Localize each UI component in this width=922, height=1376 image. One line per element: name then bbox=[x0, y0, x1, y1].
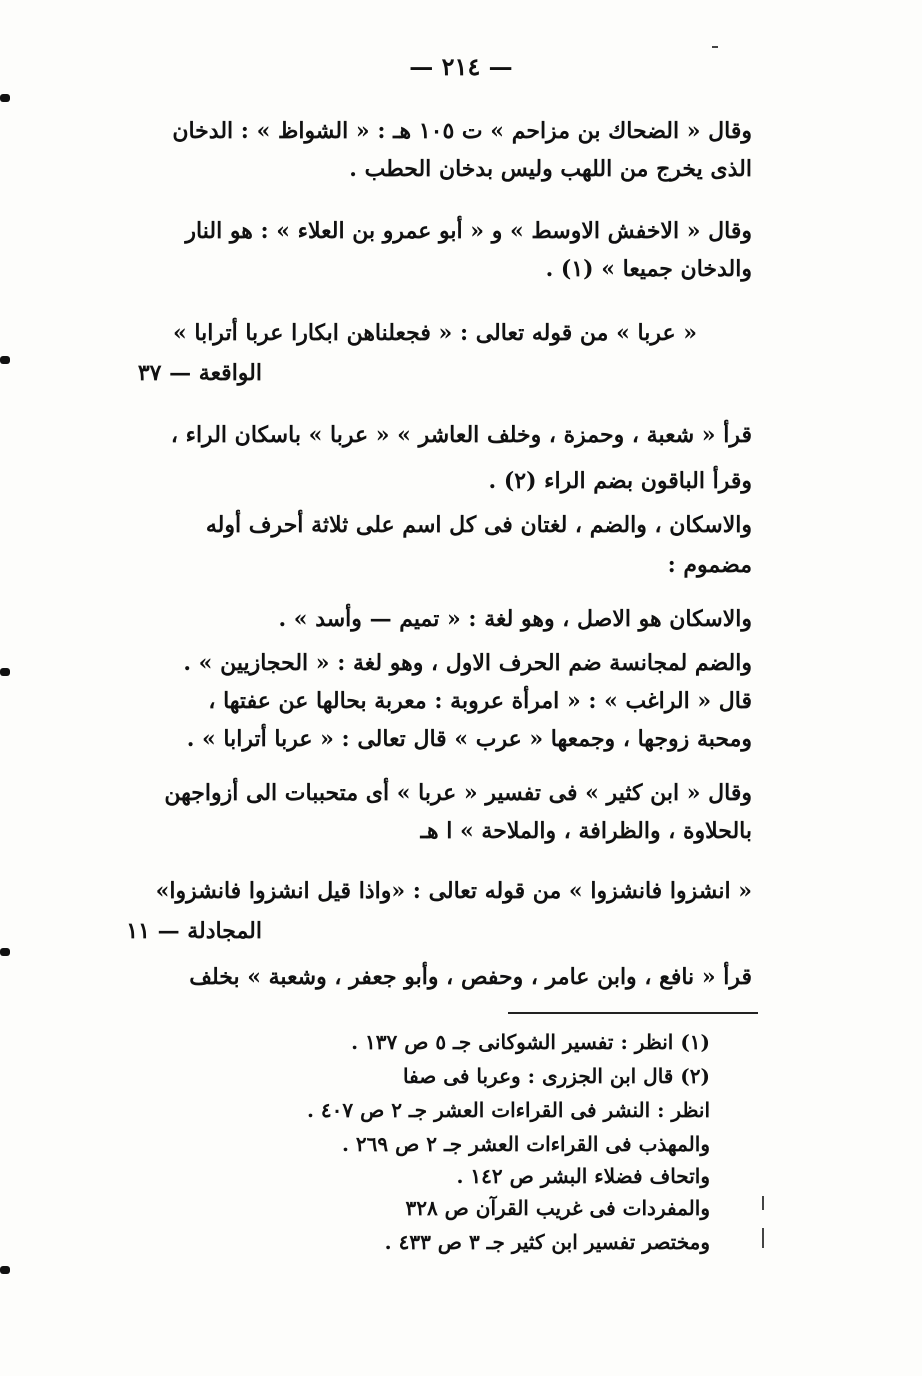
scan-mark bbox=[0, 356, 10, 364]
scan-mark bbox=[0, 948, 10, 956]
footnote: ومختصر تفسير ابن كثير جـ ٣ ص ٤٣٣ . bbox=[384, 1230, 710, 1254]
text-line: والضم لمجانسة ضم الحرف الاول ، وهو لغة : « الحجازيين » . bbox=[183, 650, 752, 676]
text-line: وقال « الضحاك بن مزاحم » ت ١٠٥ هـ : « الشواظ » : الدخان bbox=[172, 118, 752, 144]
footnote: (١) انظر : تفسير الشوكانى جـ ٥ ص ١٣٧ . bbox=[351, 1030, 710, 1054]
footnote-separator bbox=[508, 1012, 758, 1014]
footnote: انظر : النشر فى القراءات العشر جـ ٢ ص ٤٠٧ . bbox=[306, 1098, 710, 1122]
text-line: والاسكان ، والضم ، لغتان فى كل اسم على ثلاثة أحرف أوله bbox=[205, 512, 752, 538]
text-line: قرأ « نافع ، وابن عامر ، وحفص ، وأبو جعفر ، وشعبة » بخلف bbox=[189, 964, 752, 990]
text-line: ومحبة زوجها ، وجمعها « عرب » قال تعالى : « عربا أترابا » . bbox=[186, 726, 752, 752]
text-line: بالحلاوة ، والظرافة ، والملاحة » ا هـ bbox=[420, 818, 752, 844]
text-line: وقال « الاخفش الاوسط » و « أبو عمرو بن العلاء » : هو النار bbox=[185, 218, 752, 244]
scan-speck bbox=[762, 1228, 764, 1248]
footnote: واتحاف فضلاء البشر ص ١٤٢ . bbox=[456, 1164, 710, 1188]
verse-line: « عربا » من قوله تعالى : « فجعلناهن ابكارا عربا أترابا » bbox=[172, 320, 697, 346]
scan-mark bbox=[0, 94, 10, 102]
scan-speck bbox=[762, 1196, 764, 1210]
text-line: قرأ « شعبة ، وحمزة ، وخلف العاشر » « عربا » باسكان الراء ، bbox=[170, 422, 752, 448]
text-line: وقال « ابن كثير » فى تفسير « عربا » أى متحببات الى أزواجهن bbox=[164, 780, 752, 806]
scan-mark bbox=[0, 668, 10, 676]
text-line: الذى يخرج من اللهب وليس بدخان الحطب . bbox=[349, 156, 752, 182]
scan-mark bbox=[0, 1266, 10, 1274]
verse-line: « انشزوا فانشزوا » من قوله تعالى : «واذا قيل انشزوا فانشزوا» bbox=[155, 878, 752, 904]
footnote: والمهذب فى القراءات العشر جـ ٢ ص ٢٦٩ . bbox=[341, 1132, 710, 1156]
verse-reference: الواقعة — ٣٧ bbox=[137, 360, 262, 386]
text-line: والاسكان هو الاصل ، وهو لغة : « تميم — وأسد » . bbox=[278, 606, 752, 632]
page-number: — ٢١٤ — bbox=[409, 52, 513, 81]
text-line: وقرأ الباقون بضم الراء (٢) . bbox=[488, 468, 752, 494]
scan-speck bbox=[712, 46, 718, 48]
footnote: (٢) قال ابن الجزرى : وعربا فى صفا bbox=[403, 1064, 710, 1088]
text-line: والدخان جميعا » (١) . bbox=[545, 256, 752, 282]
verse-reference: المجادلة — ١١ bbox=[126, 918, 262, 944]
footnote: والمفردات فى غريب القرآن ص ٣٢٨ bbox=[405, 1196, 710, 1220]
text-line: قال « الراغب » : « امرأة عروبة : معربة بحالها عن عفتها ، bbox=[208, 688, 752, 714]
text-line: مضموم : bbox=[667, 552, 752, 578]
